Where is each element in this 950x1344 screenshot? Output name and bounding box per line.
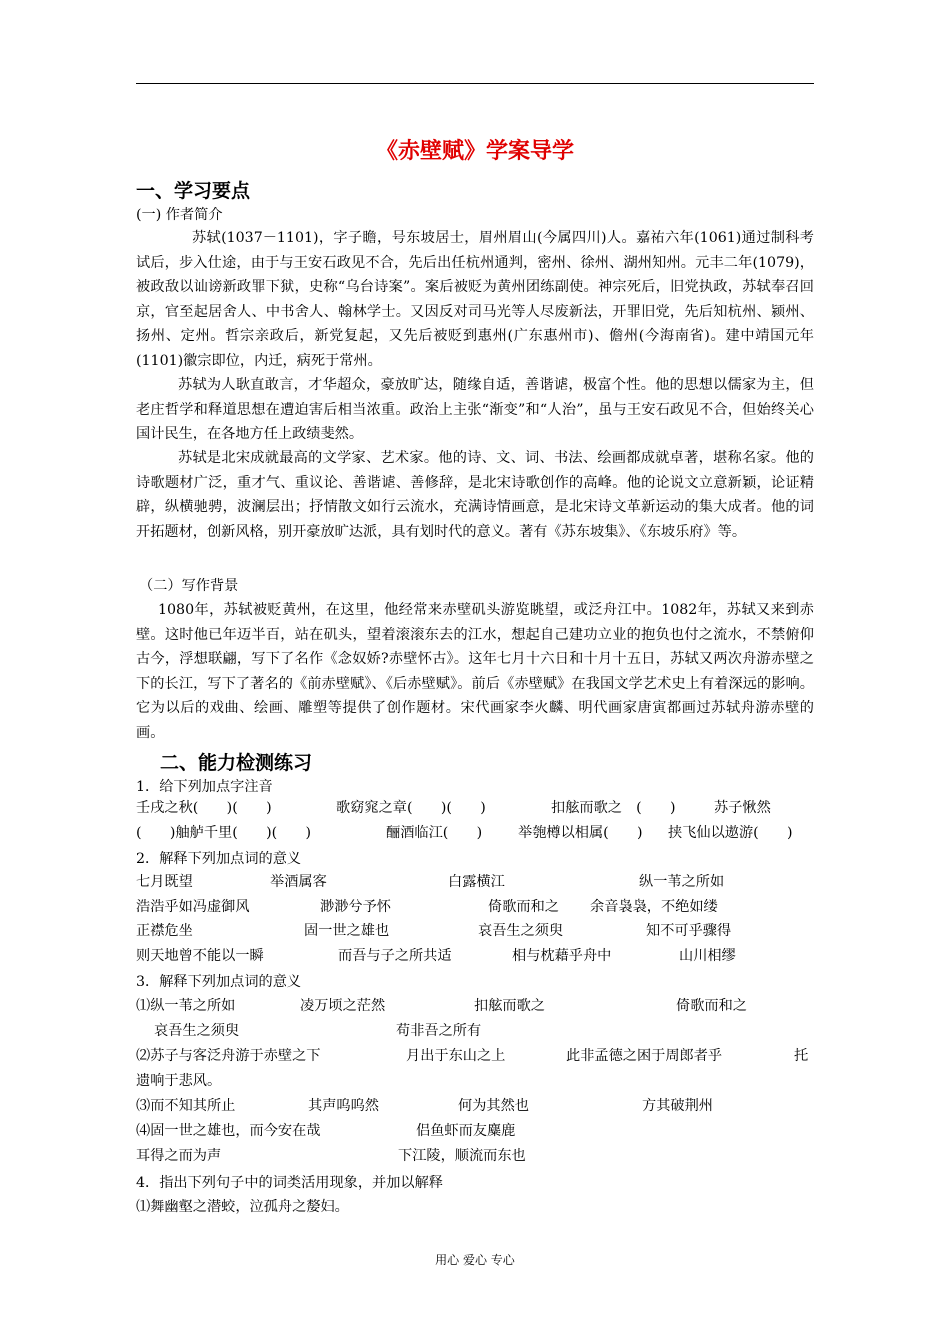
question-3: 3．解释下列加点词的意义 xyxy=(136,974,302,990)
q1-item: ( )舳舻千里( )( ) xyxy=(136,825,312,841)
question-1: 1．给下列加点字注音 xyxy=(136,779,273,795)
q3-item: ⑶而不知其所止 xyxy=(136,1098,236,1114)
q3-item: 何为其然也 xyxy=(458,1098,529,1114)
q3-row-2 xyxy=(136,1020,814,1042)
paragraph-background: 1080年，苏轼被贬黄州，在这里，他经常来赤壁矶头游览眺望，或泛舟江中。1082年，苏轼又来到赤壁。这时他已年迈半百，站在矶头，望着滚滚东去的江水，想起自己建功立业的抱负也付之流水，不禁俯仰古今，浮想联翩，写下了名作《念奴娇?赤壁怀古》。这年七月十六日和十月十五日，苏轼又两次舟游赤壁之下的长江，写下了著名的《前赤壁赋》、《后赤壁赋》。前后《赤壁赋》在我国文学艺术史上有着深远的影响。它为以后的戏曲、绘画、雕塑等提供了创作题材。宋代画家李火麟、明代画家唐寅都画过苏轼舟游赤壁的画。 xyxy=(136,602,814,741)
question-4: 4．指出下列句子中的词类活用现象，并加以解释 xyxy=(136,1175,443,1191)
q3-item: 凌万顷之茫然 xyxy=(300,998,386,1014)
q3-row-7 xyxy=(136,1145,814,1167)
q3-row-4 xyxy=(136,1070,814,1092)
header-rule xyxy=(136,83,814,84)
q1-item: 壬戌之秋( )( ) xyxy=(136,800,272,816)
q2-item: 七月既望 xyxy=(136,874,193,890)
q3-item: 方其破荆州 xyxy=(642,1098,713,1114)
q2-item: 渺渺兮予怀 xyxy=(320,899,391,915)
q2-item: 倚歌而和之 xyxy=(488,899,559,915)
q1-row-1 xyxy=(136,797,814,819)
q2-item: 余音袅袅，不绝如缕 xyxy=(590,899,718,915)
q4-item: ⑴舞幽壑之潜蛟，泣孤舟之嫠妇。 xyxy=(136,1199,349,1215)
q1-item: 挟飞仙以遨游( ) xyxy=(668,825,793,841)
q3-item: 遗响于悲风。 xyxy=(136,1073,222,1089)
q2-item: 相与枕藉乎舟中 xyxy=(512,948,612,964)
q4-row-1 xyxy=(136,1196,814,1218)
q1-item: 歌窈窕之章( )( ) xyxy=(336,800,486,816)
paragraph-author-bio: 苏轼(1037－1101)，字子瞻，号东坡居士，眉州眉山(今属四川)人。嘉祐六年(1061)通过制科考试后，步入仕途，由于与王安石政见不合，先后出任杭州通判，密州、徐州、湖州知州。元丰二年(1079)，被政敌以讪谤新政罪下狱，史称“乌台诗案”。案后被贬为黄州团练副使。神宗死后，旧党执政，苏轼奉召回京，官至起居舍人、中书舍人、翰林学士。又因反对司马光等人尽废新法，开罪旧党，先后知杭州、颍州、扬州、定州。哲宗亲政后，新党复起，又先后被贬到惠州(广东惠州市)、儋州(今海南省)。建中靖国元年(1101)徽宗即位，内迁，病死于常州。 xyxy=(136,230,814,369)
q2-item: 举酒属客 xyxy=(270,874,327,890)
q2-row-1 xyxy=(136,871,814,893)
q3-item: 下江陵，顺流而东也 xyxy=(398,1148,526,1164)
q2-item: 固一世之雄也 xyxy=(304,923,390,939)
q3-item: 其声呜呜然 xyxy=(308,1098,379,1114)
page-footer: 用心 爱心 专心 xyxy=(435,1253,515,1267)
q3-row-5 xyxy=(136,1095,814,1117)
q3-row-6 xyxy=(136,1120,814,1142)
q3-item: 倚歌而和之 xyxy=(676,998,747,1014)
q3-item: ⑴纵一苇之所如 xyxy=(136,998,236,1014)
q3-item: 哀吾生之须臾 xyxy=(154,1023,240,1039)
q1-item: 苏子愀然 xyxy=(714,800,771,816)
subheading-author: (一) 作者简介 xyxy=(136,207,223,223)
q1-item: 酾酒临江( ) xyxy=(386,825,483,841)
q1-item: 扣舷而歌之 ( ) xyxy=(551,800,676,816)
q3-item: 此非孟德之困于周郎者乎 xyxy=(566,1048,723,1064)
q3-row-3 xyxy=(136,1045,814,1067)
paragraph-achievements: 苏轼是北宋成就最高的文学家、艺术家。他的诗、文、词、书法、绘画都成就卓著，堪称名家。他的诗歌题材广泛，重才气、重议论、善谐谑、善修辞，是北宋诗歌创作的高峰。他的论说文立意新颖，论证精辟，纵横驰骋，波澜层出；抒情散文如行云流水，充满诗情画意，是北宋诗文革新运动的集大成者。他的词开拓题材，创新风格，别开豪放旷达派，具有划时代的意义。著有《苏东坡集》、《东坡乐府》等。 xyxy=(136,450,814,540)
q3-item: ⑷固一世之雄也，而今安在哉 xyxy=(136,1123,321,1139)
q3-row-1 xyxy=(136,995,814,1017)
q2-row-2 xyxy=(136,896,814,918)
document-title: 《赤壁赋》学案导学 xyxy=(375,139,574,164)
q2-item: 而吾与子之所共适 xyxy=(338,948,452,964)
q2-item: 纵一苇之所如 xyxy=(639,874,725,890)
q1-row-2 xyxy=(136,822,814,844)
q2-item: 浩浩乎如冯虚御风 xyxy=(136,899,250,915)
q3-item: ⑵苏子与客泛舟游于赤壁之下 xyxy=(136,1048,321,1064)
q2-row-4 xyxy=(136,945,814,967)
q3-item: 苟非吾之所有 xyxy=(396,1023,482,1039)
q2-item: 白露横江 xyxy=(448,874,505,890)
paragraph-personality: 苏轼为人耿直敢言，才华超众，豪放旷达，随缘自适，善谐谑，极富个性。他的思想以儒家为主，但老庄哲学和释道思想在遭迫害后相当浓重。政治上主张“渐变”和“人治”，虽与王安石政见不合，但始终关心国计民生，在各地方任上政绩斐然。 xyxy=(136,377,814,443)
subheading-background: （二）写作背景 xyxy=(139,578,239,594)
q2-row-3 xyxy=(136,920,814,942)
q1-item: 举匏樽以相属( ) xyxy=(518,825,643,841)
q2-item: 知不可乎骤得 xyxy=(646,923,732,939)
section-heading-2: 二、能力检测练习 xyxy=(160,752,313,774)
q3-item: 耳得之而为声 xyxy=(136,1148,222,1164)
q3-item: 扣舷而歌之 xyxy=(474,998,545,1014)
q3-item: 托 xyxy=(794,1048,809,1064)
q2-item: 则天地曾不能以一瞬 xyxy=(136,948,264,964)
question-2: 2．解释下列加点词的意义 xyxy=(136,851,302,867)
q3-item: 月出于东山之上 xyxy=(406,1048,506,1064)
q3-item: 侣鱼虾而友麋鹿 xyxy=(416,1123,516,1139)
section-heading-1: 一、学习要点 xyxy=(136,180,251,202)
q2-item: 哀吾生之须臾 xyxy=(478,923,564,939)
q2-item: 正襟危坐 xyxy=(136,923,193,939)
q2-item: 山川相缪 xyxy=(679,948,736,964)
